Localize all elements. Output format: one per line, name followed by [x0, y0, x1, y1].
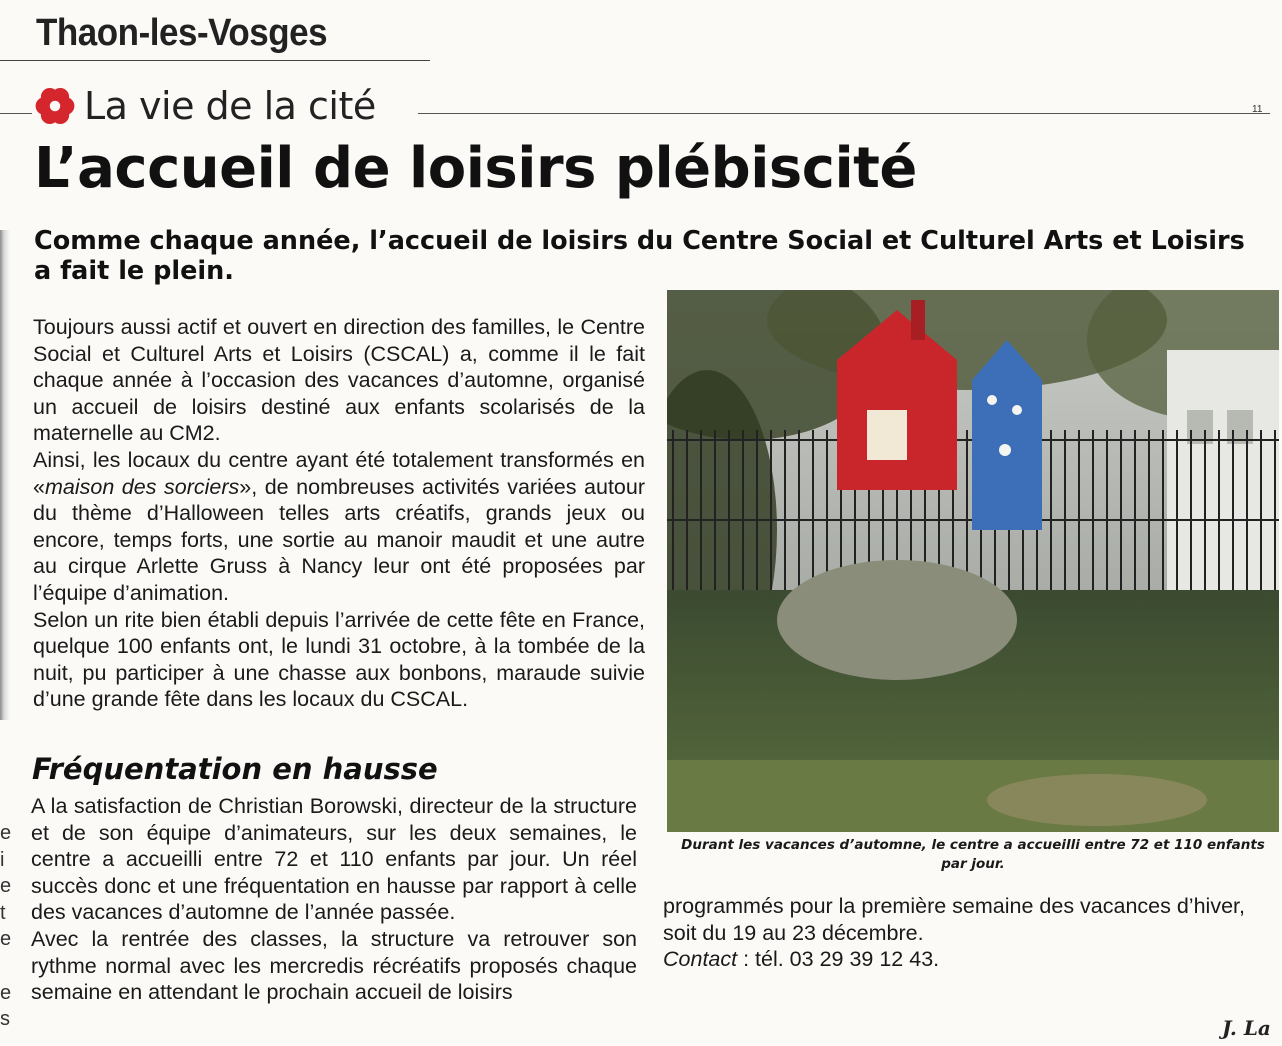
- paragraph-4: A la satisfaction de Christian Borowski, directeur de la structure et de son équipe d’animateurs, sur les deux semaines, le centre a accueilli entre 72 et 110 enfants par jour. Un réel succès donc et une fréquentation en hausse par rapport à celle des vacances d’automne de l’année passée.: [31, 794, 637, 925]
- contact-phone: : tél. 03 29 39 12 43.: [737, 947, 940, 972]
- article-body-column-2: [663, 893, 1275, 973]
- article-subheading: Fréquentation en hausse: [32, 752, 438, 786]
- edge-letter: e: [0, 875, 12, 898]
- adjacent-column-fragment: [0, 820, 12, 1033]
- edge-letter: e: [0, 822, 12, 844]
- contact-label: Contact: [663, 947, 738, 972]
- locality-heading: Thaon-les-Vosges: [36, 12, 328, 54]
- article-lede: Comme chaque année, l’accueil de loisirs du Centre Social et Culturel Arts et Loisirs a fait le plein.: [34, 226, 1245, 286]
- paragraph-1: Toujours aussi actif et ouvert en direction des familles, le Centre Social et Culturel Arts et Loisirs (CSCAL) a, comme il le fait chaque année à l’occasion des vacances d’automne, organisé un accueil de loisirs destiné aux enfants scolarisés de la maternelle au CM2.: [33, 315, 645, 446]
- article-photo: [667, 290, 1279, 832]
- section-header: [34, 84, 376, 128]
- article-body-column-1-continued: [31, 793, 637, 1006]
- photo-caption: Durant les vacances d’automne, le centre a accueilli entre 72 et 110 enfants par jour.: [681, 837, 1265, 872]
- edge-letter: s: [0, 1008, 10, 1031]
- paragraph-3: Selon un rite bien établi depuis l’arrivée de cette fête en France, quelque 100 enfants ont, le lundi 31 octobre, à la tombée de la nuit, pu participer à une chasse aux bonbons, maraude suivie d’une grande fête dans les locaux du CSCAL.: [33, 607, 645, 712]
- edge-letter: i: [0, 848, 5, 871]
- article-headline: L’accueil de loisirs plébiscité: [34, 136, 917, 201]
- edge-letter: e: [0, 928, 12, 951]
- header-rule: [0, 60, 430, 61]
- group-photo-children: [667, 290, 1279, 832]
- edge-letter: [0, 953, 12, 980]
- contact-line: [663, 946, 1275, 973]
- scan-left-edge: [0, 230, 10, 720]
- section-name: La vie de la cité: [84, 84, 376, 128]
- paragraph-5-continued: programmés pour la première semaine des vacances d’hiver, soit du 19 au 23 décembre.: [663, 894, 1245, 945]
- article-body-column-1: [33, 314, 645, 713]
- paragraph-2: Ainsi, les locaux du centre ayant été totalement transformés en «maison des sorciers», de nombreuses activités variées autour du thème d’Halloween telles arts créatifs, grands jeux ou encore, temps forts, une sortie au manoir maudit et une autre au cirque Arlette Gruss à Nancy leur ont été proposées par l’équipe d’animation.: [33, 447, 645, 605]
- page-number: 11: [1252, 104, 1263, 115]
- edge-letter: e: [0, 981, 12, 1004]
- flower-icon: [34, 85, 76, 127]
- paragraph-5: Avec la rentrée des classes, la structure va retrouver son rythme normal avec les mercredis récréatifs proposés chaque semaine en attendant le prochain accueil de loisirs: [31, 926, 637, 1005]
- author-signature: J. La: [1222, 1016, 1271, 1040]
- edge-letter: t: [0, 901, 6, 924]
